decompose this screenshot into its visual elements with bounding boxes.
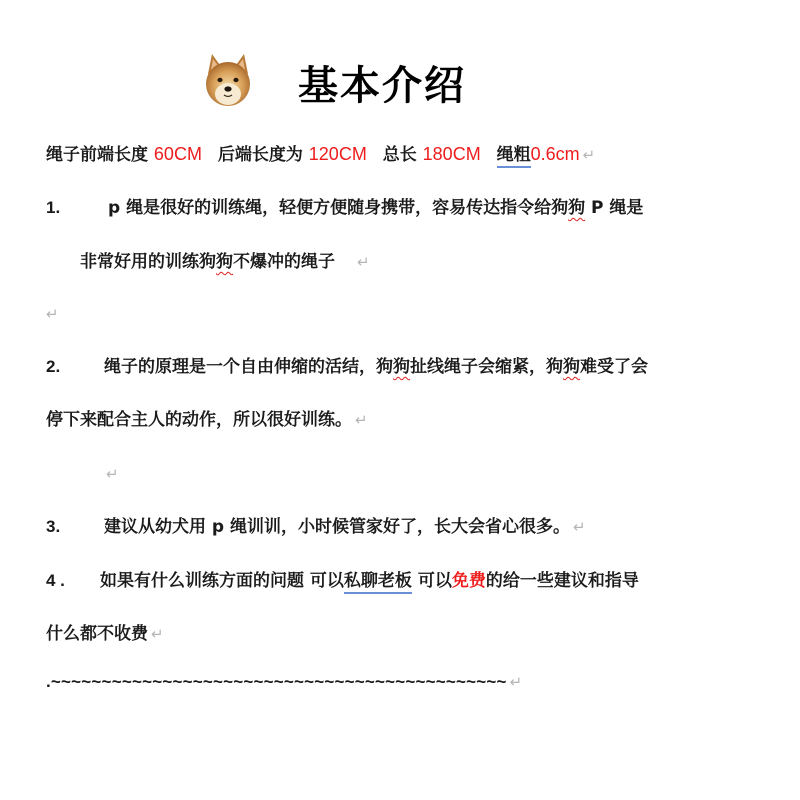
paragraph-mark: ↵ xyxy=(355,411,368,429)
list-item-text: 建议从幼犬用 p 绳训训，小时候管家好了，长大会省心很多。 xyxy=(104,517,571,537)
paragraph-mark: ↵ xyxy=(151,625,164,643)
list-item-2-line1 xyxy=(46,355,648,379)
paragraph-mark: ↵ xyxy=(106,465,119,483)
tilde-divider xyxy=(46,672,522,692)
spec-total-label: 总长 xyxy=(382,145,417,165)
list-item-text: 什么都不收费 xyxy=(46,624,148,644)
spellcheck-word: 狗 xyxy=(568,198,586,218)
list-item-3-line1 xyxy=(46,515,586,539)
list-number: 1. xyxy=(46,198,61,217)
list-item-text: 非常好用的训练狗 xyxy=(80,252,216,272)
spec-front-label: 绳子前端长度 xyxy=(46,145,148,165)
list-item-text: P 绳是 xyxy=(585,198,644,218)
list-number: 2. xyxy=(46,357,61,376)
doge-icon xyxy=(202,52,254,108)
list-number: 3. xyxy=(46,517,61,536)
empty-paragraph xyxy=(106,462,119,486)
list-item-text: 的给一些建议和指导 xyxy=(485,571,639,591)
paragraph-mark: ↵ xyxy=(46,305,59,323)
list-item-text: 扯线绳子会缩紧，狗 xyxy=(410,357,563,377)
spellcheck-word: 狗 xyxy=(563,357,580,377)
list-item-text: p 绳是很好的训练绳，轻便方便随身携带，容易传达指令给狗 xyxy=(108,198,569,218)
spec-front-value: 60CM xyxy=(153,144,202,164)
spec-line xyxy=(46,142,595,167)
divider-text: .~~~~~~~~~~~~~~~~~~~~~~~~~~~~~~~~~~~~~~~~~~~~~ xyxy=(46,672,507,691)
list-number: 4 . xyxy=(46,571,65,590)
spellcheck-word: 狗 xyxy=(216,252,233,272)
spec-total-value: 180CM xyxy=(422,144,481,164)
list-item-text: 可以 xyxy=(411,571,452,591)
paragraph-mark: ↵ xyxy=(357,253,370,271)
list-item-4-line1 xyxy=(46,569,639,593)
list-item-text: 绳子的原理是一个自由伸缩的活结，狗 xyxy=(104,357,393,377)
paragraph-mark: ↵ xyxy=(582,146,596,164)
spec-back-label: 后端长度为 xyxy=(217,145,303,165)
list-item-text: 停下来配合主人的动作，所以很好训练。 xyxy=(46,410,352,430)
paragraph-mark: ↵ xyxy=(509,673,523,691)
page-title: 基本介绍 xyxy=(298,63,466,109)
list-item-1-line2 xyxy=(80,250,370,274)
free-highlight: 免费 xyxy=(451,571,486,591)
list-item-2-line2 xyxy=(46,408,368,432)
list-item-4-line2 xyxy=(46,622,164,646)
list-item-text: 难受了会 xyxy=(580,357,648,377)
paragraph-mark: ↵ xyxy=(573,518,586,536)
list-item-text: 不爆冲的绳子 xyxy=(233,252,335,272)
spec-thickness-value: 0.6cm xyxy=(530,144,580,164)
spec-back-value: 120CM xyxy=(308,144,367,164)
spellcheck-word: 狗 xyxy=(393,357,410,377)
private-chat-text: 私聊老板 xyxy=(344,571,412,594)
list-item-1-line1 xyxy=(46,196,643,220)
spec-thickness-label: 绳粗 xyxy=(497,145,531,168)
list-item-text: 如果有什么训练方面的问题 可以 xyxy=(100,571,344,591)
empty-paragraph xyxy=(46,302,59,326)
